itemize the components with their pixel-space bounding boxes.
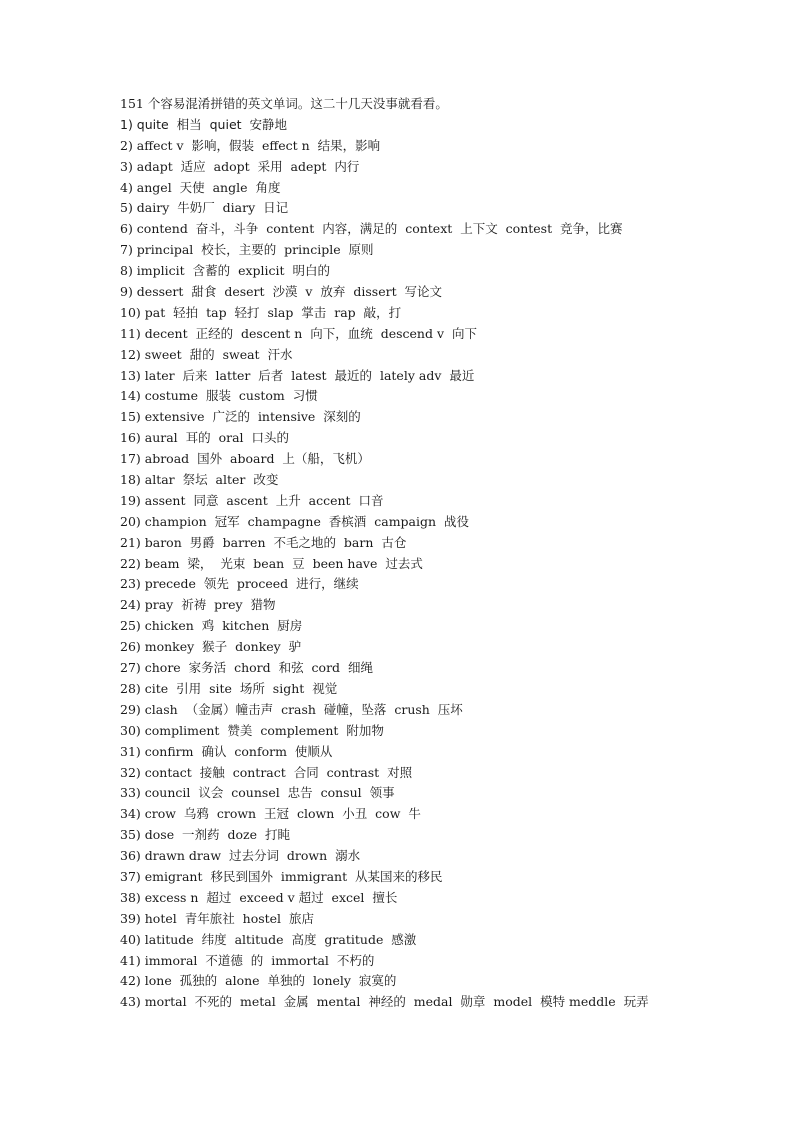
word-entry-21: 21) baron 男爵 barren 不毛之地的 barn 古仓: [120, 534, 407, 550]
document-content: [120, 94, 760, 1013]
word-entry-20: 20) champion 冠军 champagne 香槟酒 campaign 战役: [120, 513, 469, 529]
word-entry-30: 30) compliment 赞美 complement 附加物: [120, 722, 384, 738]
word-entry-16: 16) aural 耳的 oral 口头的: [120, 430, 289, 446]
word-entry-9: 9) dessert 甜食 desert 沙漠 v 放弃 dissert 写论文: [120, 284, 443, 300]
word-entry-43: 43) mortal 不死的 metal 金属 mental 神经的 medal 勋章 model 模特 meddle 玩弄: [120, 994, 649, 1010]
word-entry-34: 34) crow 乌鸦 crown 王冠 clown 小丑 cow 牛: [120, 806, 421, 822]
word-entry-13: 13) later 后来 latter 后者 latest 最近的 lately adv 最近: [120, 367, 475, 383]
word-entry-27: 27) chore 家务活 chord 和弦 cord 细绳: [120, 660, 373, 676]
word-entry-37: 37) emigrant 移民到国外 immigrant 从某国来的移民: [120, 868, 443, 884]
word-entry-26: 26) monkey 猴子 donkey 驴: [120, 639, 302, 655]
word-entry-29: 29) clash （金属）幢击声 crash 碰幢，坠落 crush 压坏: [120, 701, 463, 717]
word-entry-40: 40) latitude 纬度 altitude 高度 gratitude 感激: [120, 931, 417, 947]
word-entry-22: 22) beam 梁， 光束 bean 豆 been have 过去式: [120, 555, 423, 571]
word-entry-5: 5) dairy 牛奶厂 diary 日记: [120, 200, 289, 216]
word-entry-35: 35) dose 一剂药 doze 打盹: [120, 827, 290, 843]
word-entry-39: 39) hotel 青年旅社 hostel 旅店: [120, 910, 315, 926]
word-entry-28: 28) cite 引用 site 场所 sight 视觉: [120, 680, 338, 696]
word-entry-6: 6) contend 奋斗，斗争 content 内容，满足的 context 上下文 contest 竞争，比赛: [120, 221, 623, 237]
word-entry-42: 42) lone 孤独的 alone 单独的 lonely 寂寞的: [120, 973, 397, 989]
word-entry-19: 19) assent 同意 ascent 上升 accent 口音: [120, 492, 384, 508]
word-entry-11: 11) decent 正经的 descent n 向下，血统 descend v 向下: [120, 325, 477, 341]
word-entry-4: 4) angel 天使 angle 角度: [120, 179, 281, 195]
word-entry-25: 25) chicken 鸡 kitchen 厨房: [120, 618, 303, 634]
word-entry-32: 32) contact 接触 contract 合同 contrast 对照: [120, 764, 413, 780]
word-entry-38: 38) excess n 超过 exceed v 超过 excel 擅长: [120, 889, 398, 905]
word-entry-15: 15) extensive 广泛的 intensive 深刻的: [120, 409, 361, 425]
word-entry-41: 41) immoral 不道德 的 immortal 不朽的: [120, 952, 375, 968]
word-entry-31: 31) confirm 确认 conform 使顺从: [120, 743, 333, 759]
word-entry-3: 3) adapt 适应 adopt 采用 adept 内行: [120, 158, 360, 174]
word-entry-23: 23) precede 领先 proceed 进行，继续: [120, 576, 359, 592]
document-title: 151 个容易混淆拼错的英文单词。这二十几天没事就看看。: [120, 96, 448, 111]
word-entry-18: 18) altar 祭坛 alter 改变: [120, 472, 279, 488]
word-entry-2: 2) affect v 影响，假装 effect n 结果，影响: [120, 137, 381, 153]
word-entry-17: 17) abroad 国外 aboard 上（船，飞机）: [120, 451, 370, 467]
word-entry-12: 12) sweet 甜的 sweat 汗水: [120, 346, 293, 362]
word-entry-36: 36) drawn draw 过去分词 drown 溺水: [120, 848, 361, 864]
word-entry-1: 1) quite 相当 quiet 安静地: [120, 116, 287, 132]
word-entry-14: 14) costume 服装 custom 习惯: [120, 388, 318, 404]
word-entry-8: 8) implicit 含蓄的 explicit 明白的: [120, 263, 330, 279]
word-entry-10: 10) pat 轻拍 tap 轻打 slap 掌击 rap 敲，打: [120, 304, 402, 320]
word-entry-7: 7) principal 校长，主要的 principle 原则: [120, 242, 374, 258]
word-entry-33: 33) council 议会 counsel 忠告 consul 领事: [120, 785, 395, 801]
word-entry-24: 24) pray 祈祷 prey 猎物: [120, 597, 276, 613]
